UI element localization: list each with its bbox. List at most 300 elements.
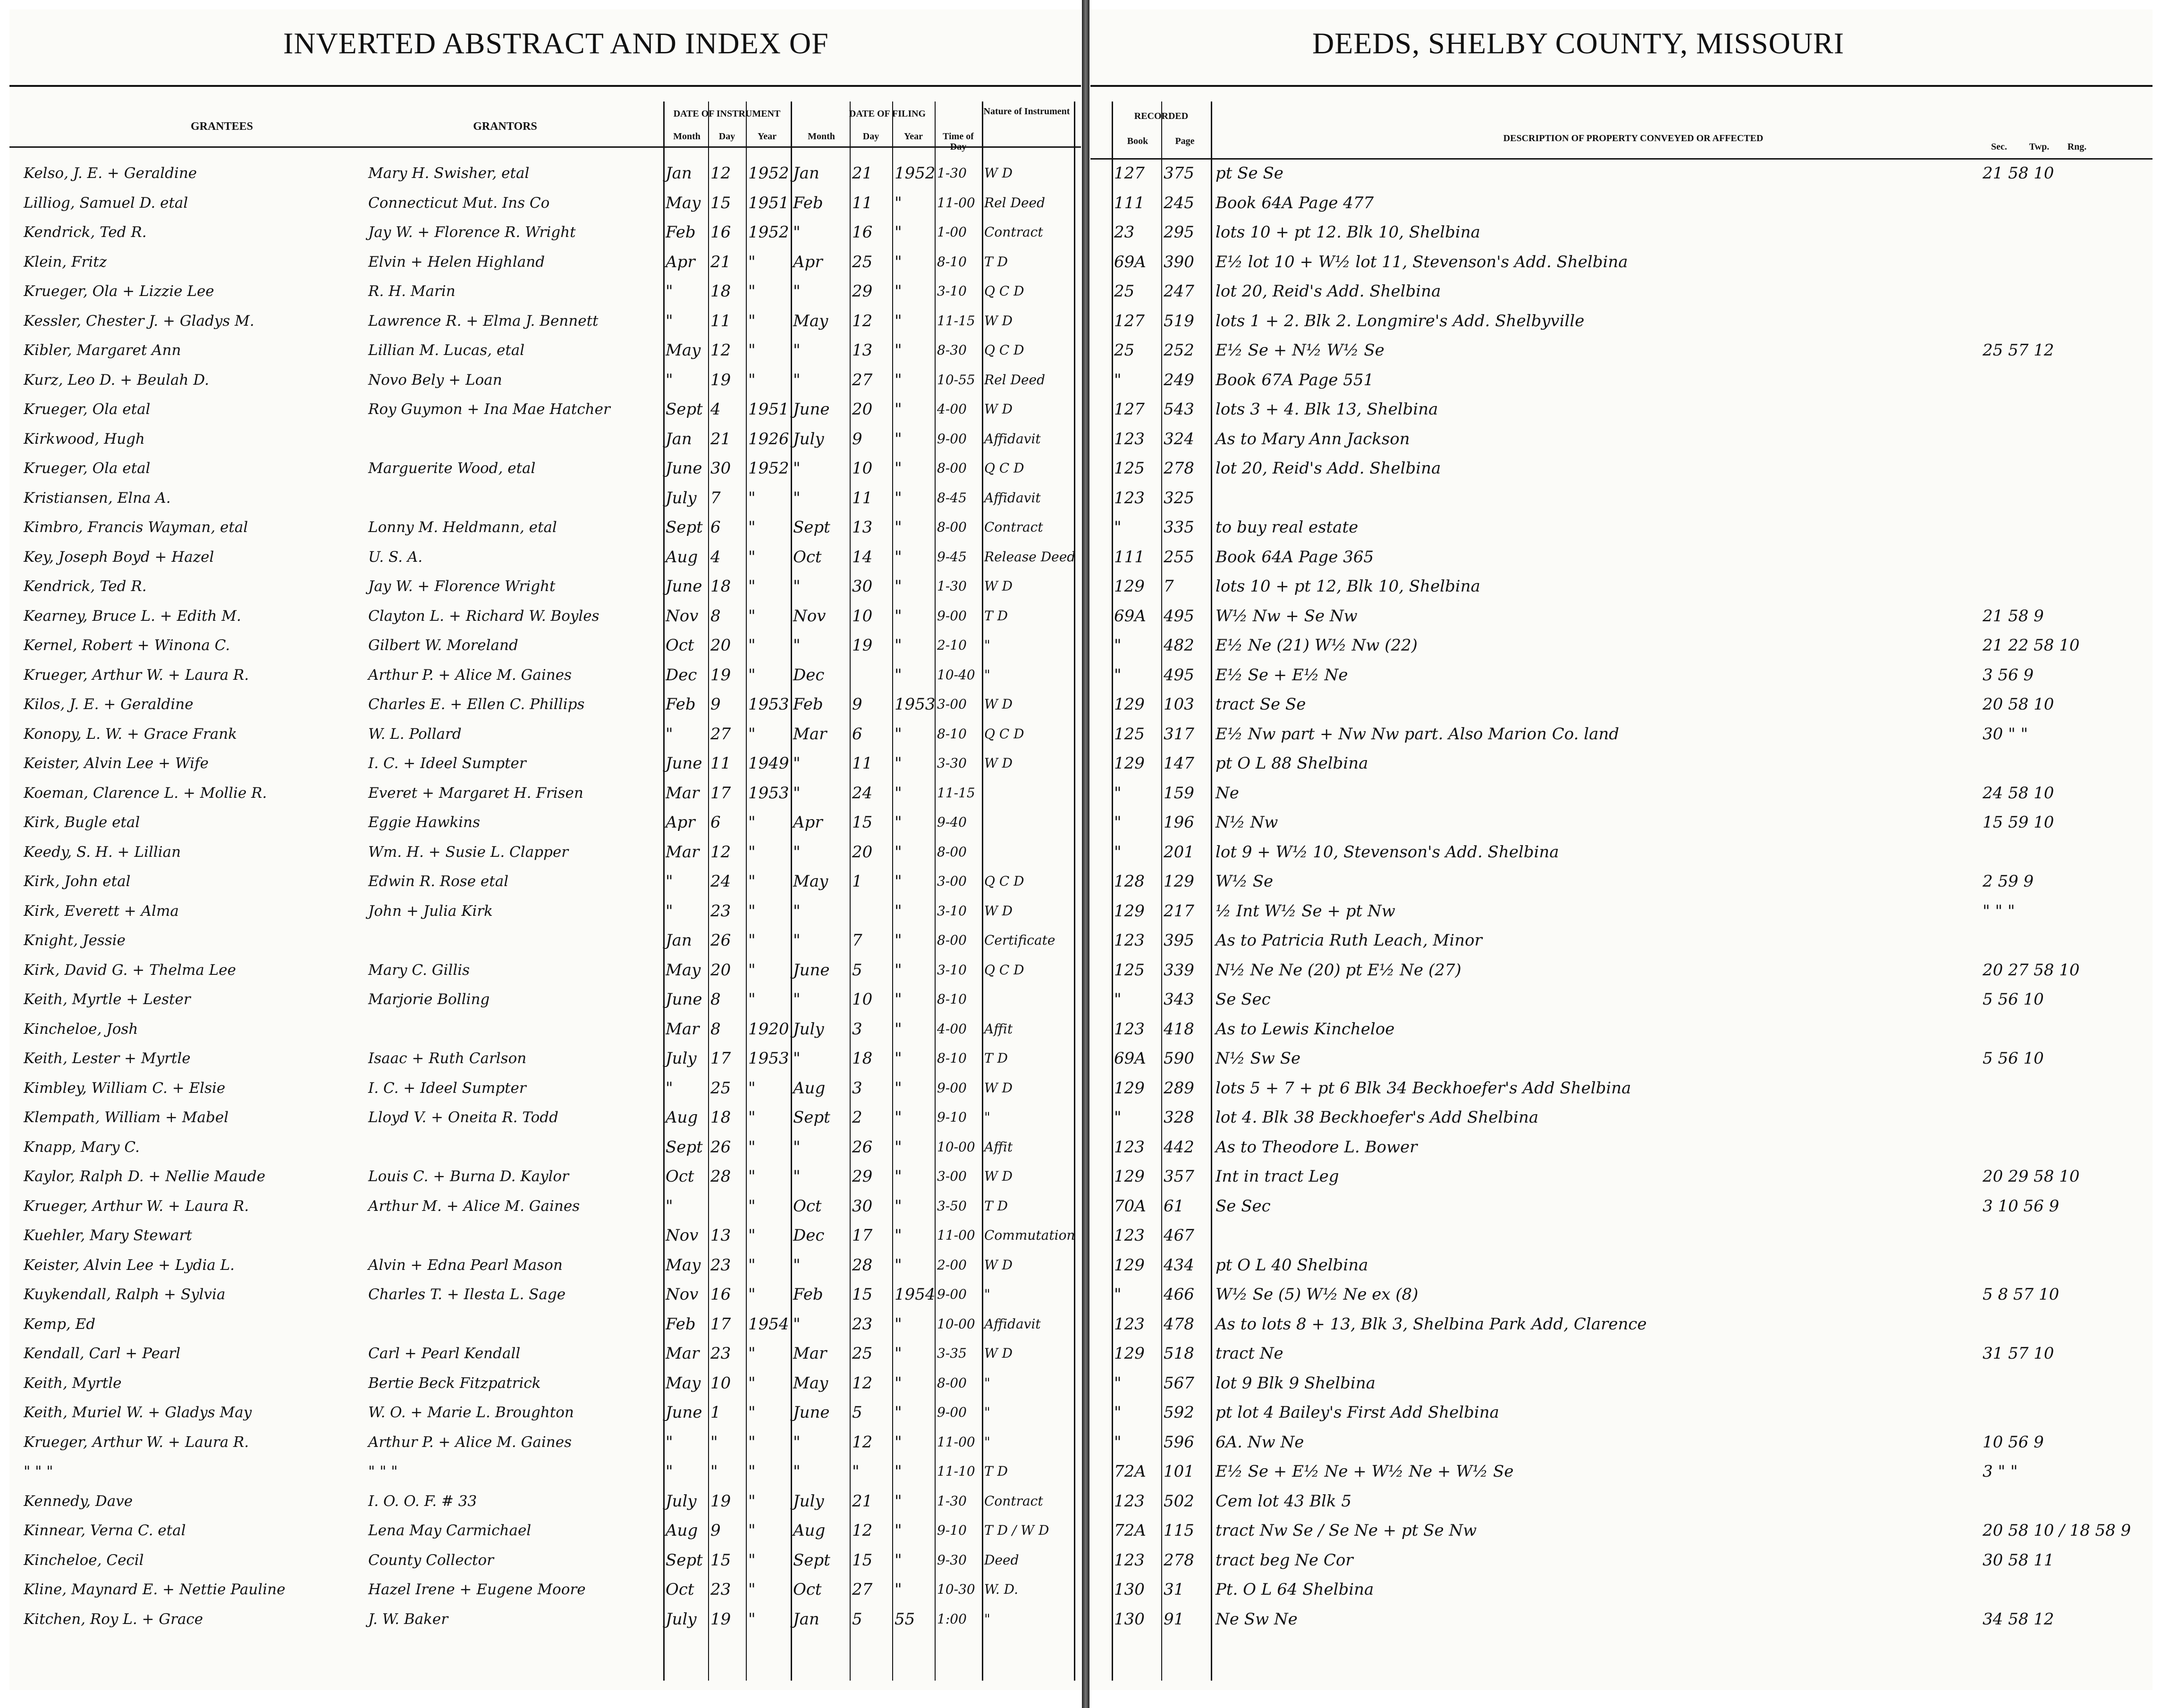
filing-day-cell: 9 xyxy=(852,695,862,714)
filing-day-cell: 2 xyxy=(852,1108,862,1127)
left-entry-row xyxy=(9,222,1081,243)
description-cell: tract Ne xyxy=(1216,1344,1283,1363)
left-entry-row xyxy=(9,1314,1081,1335)
description-cell: lots 10 + pt 12. Blk 10, Shelbina xyxy=(1216,223,1480,242)
page-cell: 147 xyxy=(1164,754,1194,773)
nature-cell: Q C D xyxy=(984,342,1024,358)
instrument-year-cell: 1949 xyxy=(748,754,789,773)
book-cell: 127 xyxy=(1114,400,1145,419)
page-cell: 31 xyxy=(1164,1580,1184,1599)
right-entry-row xyxy=(1090,842,2153,862)
filing-month-cell: July xyxy=(793,1019,824,1039)
right-entry-row xyxy=(1090,1166,2153,1187)
nature-cell: Deed xyxy=(984,1552,1019,1568)
filing-year-cell: " xyxy=(895,1521,902,1540)
grantee-cell: Kurz, Leo D. + Beulah D. xyxy=(24,371,209,389)
right-entry-row xyxy=(1090,1609,2153,1630)
filing-day-cell: 1 xyxy=(852,872,862,891)
grantor-cell: Lillian M. Lucas, etal xyxy=(368,342,525,359)
right-entry-row xyxy=(1090,1579,2153,1600)
book-cell: " xyxy=(1114,1432,1122,1452)
instrument-day-cell: 20 xyxy=(710,960,731,980)
filing-month-cell: Feb xyxy=(793,193,823,212)
instrument-day-cell: 6 xyxy=(710,813,721,832)
right-entry-row xyxy=(1090,783,2153,803)
book-cell: " xyxy=(1114,636,1122,655)
right-entry-row xyxy=(1090,281,2153,302)
right-entry-row xyxy=(1090,517,2153,538)
page-cell: 252 xyxy=(1164,341,1194,360)
nature-cell: W D xyxy=(984,903,1013,919)
description-cell: to buy real estate xyxy=(1216,518,1359,537)
description-cell: lots 5 + 7 + pt 6 Blk 34 Beckhoefer's Add Shelbina xyxy=(1216,1078,1631,1098)
instrument-month-cell: Sept xyxy=(666,1137,703,1157)
filing-year-cell: " xyxy=(895,223,902,242)
nature-cell: " xyxy=(984,637,990,653)
instrument-month-cell: Nov xyxy=(666,606,699,626)
filing-time-cell: 11-15 xyxy=(937,313,975,329)
page-cell: 596 xyxy=(1164,1432,1194,1452)
right-entry-row xyxy=(1090,340,2153,361)
grantee-cell: Krueger, Ola etal xyxy=(24,460,151,477)
book-cell: " xyxy=(1114,842,1122,862)
right-entry-row xyxy=(1090,458,2153,479)
filing-month-cell: Oct xyxy=(793,1580,822,1599)
filing-day-cell: 11 xyxy=(852,488,873,507)
filing-year-cell: " xyxy=(895,370,902,389)
instrument-day-cell: 21 xyxy=(710,429,731,448)
left-entry-row xyxy=(9,1491,1081,1512)
grantee-cell: Keister, Alvin Lee + Wife xyxy=(24,755,209,772)
instrument-year-cell: " xyxy=(748,341,756,360)
instrument-month-cell: Mar xyxy=(666,842,700,862)
nature-cell: T D xyxy=(984,1463,1008,1479)
right-ledger-page xyxy=(1090,9,2153,1690)
left-entry-row xyxy=(9,1343,1081,1364)
filing-day-cell: 25 xyxy=(852,252,873,271)
header-bottom-rule xyxy=(9,146,1081,148)
filing-month-cell: " xyxy=(793,1049,801,1068)
filing-day-cell: 10 xyxy=(852,459,873,478)
left-ledger-page xyxy=(9,9,1081,1690)
filing-year-cell: " xyxy=(895,1167,902,1186)
description-cell: N½ Ne Ne (20) pt E½ Ne (27) xyxy=(1216,960,1461,980)
filing-time-cell: 1-30 xyxy=(937,578,967,594)
left-entry-row xyxy=(9,458,1081,479)
instrument-year-cell: " xyxy=(748,1403,756,1422)
grantor-cell: Elvin + Helen Highland xyxy=(368,253,545,271)
twp-header: Twp. xyxy=(2029,142,2050,152)
description-header: DESCRIPTION OF PROPERTY CONVEYED OR AFFECTED xyxy=(1503,133,1764,144)
book-cell: 125 xyxy=(1114,459,1145,478)
right-entry-row xyxy=(1090,311,2153,331)
rng-header: Rng. xyxy=(2067,142,2087,152)
right-entry-row xyxy=(1090,812,2153,833)
nature-cell: Affit xyxy=(984,1139,1013,1155)
grantor-cell: Arthur P. + Alice M. Gaines xyxy=(368,666,572,684)
instrument-day-cell: 25 xyxy=(710,1078,731,1098)
grantee-cell: Krueger, Ola + Lizzie Lee xyxy=(24,283,214,300)
filing-day-cell: 21 xyxy=(852,164,873,183)
filing-year-cell: " xyxy=(895,193,902,212)
instrument-year-cell: " xyxy=(748,370,756,389)
grantee-cell: Kirk, Bugle etal xyxy=(24,814,140,831)
filing-day-cell: 3 xyxy=(852,1078,862,1098)
instrument-day-cell: 18 xyxy=(710,1108,731,1127)
filing-time-cell: 9-00 xyxy=(937,1286,967,1302)
instrument-year-cell: 1926 xyxy=(748,429,789,448)
grantor-cell: Jay W. + Florence R. Wright xyxy=(368,224,576,241)
instrument-month-cell: Sept xyxy=(666,518,703,537)
grantor-cell: R. H. Marin xyxy=(368,283,456,300)
instrument-year-cell: " xyxy=(748,1226,756,1245)
filing-month-cell: " xyxy=(793,636,801,655)
filing-year-cell: " xyxy=(895,960,902,980)
book-cell: 72A xyxy=(1114,1462,1146,1481)
right-entry-row xyxy=(1090,871,2153,892)
description-cell: lot 9 + W½ 10, Stevenson's Add. Shelbina xyxy=(1216,842,1559,862)
nature-cell: Certificate xyxy=(984,932,1055,948)
grantor-cell: Bertie Beck Fitzpatrick xyxy=(368,1374,541,1392)
sec-twp-rng-cell: 20 29 58 10 xyxy=(1983,1167,2080,1186)
description-cell: Book 64A Page 477 xyxy=(1216,193,1374,212)
filing-day-cell: 7 xyxy=(852,931,862,950)
filing-month-cell: July xyxy=(793,1491,824,1511)
instrument-year-cell: " xyxy=(748,1580,756,1599)
instrument-day-cell: 19 xyxy=(710,1609,731,1629)
filing-year-cell: " xyxy=(895,842,902,862)
left-entry-row xyxy=(9,1373,1081,1394)
description-cell: Int in tract Leg xyxy=(1216,1167,1339,1186)
grantor-cell: " " " xyxy=(368,1463,398,1480)
grantor-cell: John + Julia Kirk xyxy=(368,902,493,920)
right-entry-row xyxy=(1090,1048,2153,1069)
filing-month-cell: Feb xyxy=(793,695,823,714)
nature-cell: T D xyxy=(984,1198,1008,1214)
instrument-day-cell: 27 xyxy=(710,724,731,744)
nature-cell: Q C D xyxy=(984,460,1024,476)
filing-month-cell: Apr xyxy=(793,252,823,271)
filing-day-cell: 14 xyxy=(852,547,873,567)
nature-cell: W D xyxy=(984,578,1013,594)
book-cell: 111 xyxy=(1114,193,1145,212)
nature-cell: " xyxy=(984,1109,990,1125)
instrument-month-cell: Mar xyxy=(666,783,700,803)
page-cell: 101 xyxy=(1164,1462,1194,1481)
filing-month-cell: Sept xyxy=(793,1550,830,1570)
filing-day-cell: 13 xyxy=(852,341,873,360)
sec-twp-rng-cell: 21 22 58 10 xyxy=(1983,636,2080,655)
left-entry-row xyxy=(9,252,1081,272)
filing-year-cell: " xyxy=(895,341,902,360)
page-cell: 61 xyxy=(1164,1196,1184,1216)
instrument-year-cell: " xyxy=(748,1167,756,1186)
nature-cell: Rel Deed xyxy=(984,372,1046,388)
filing-month-cell: June xyxy=(793,1403,830,1422)
nature-cell: " xyxy=(984,1286,990,1302)
instrument-year-cell: " xyxy=(748,1285,756,1304)
book-header: Book xyxy=(1127,136,1148,146)
filing-year-cell: " xyxy=(895,252,902,271)
left-entry-row xyxy=(9,340,1081,361)
page-header: Page xyxy=(1175,136,1195,146)
filing-year-cell: " xyxy=(895,1314,902,1334)
filing-day-cell: 6 xyxy=(852,724,862,744)
book-cell: 129 xyxy=(1114,695,1145,714)
page-cell: 249 xyxy=(1164,370,1194,389)
filing-month-cell: Dec xyxy=(793,665,825,685)
grantee-cell: Kristiansen, Elna A. xyxy=(24,489,171,507)
filing-year-cell: " xyxy=(895,1137,902,1157)
sec-twp-rng-cell: 20 58 10 xyxy=(1983,695,2054,714)
nature-cell: W D xyxy=(984,401,1013,417)
grantor-cell: Arthur P. + Alice M. Gaines xyxy=(368,1433,572,1451)
grantee-cell: Kibler, Margaret Ann xyxy=(24,342,181,359)
instrument-year-cell: " xyxy=(748,636,756,655)
instrument-month-cell: May xyxy=(666,960,701,980)
filing-time-cell: 2-10 xyxy=(937,637,967,653)
nature-cell: Contract xyxy=(984,224,1043,240)
left-entry-row xyxy=(9,547,1081,567)
nature-cell: Commutation xyxy=(984,1227,1075,1243)
sec-twp-rng-cell: 30 58 11 xyxy=(1983,1550,2054,1570)
nature-cell: Release Deed xyxy=(984,549,1076,565)
right-entry-row xyxy=(1090,222,2153,243)
description-cell: E½ lot 10 + W½ lot 11, Stevenson's Add. Shelbina xyxy=(1216,252,1628,271)
nature-cell: W D xyxy=(984,1080,1013,1096)
filing-year-cell: " xyxy=(895,754,902,773)
filing-time-cell: 9-00 xyxy=(937,1080,967,1096)
instrument-year-cell: " xyxy=(748,1196,756,1216)
left-entry-row xyxy=(9,901,1081,922)
grantor-cell: Lena May Carmichael xyxy=(368,1522,532,1539)
instrument-year-cell: " xyxy=(748,1491,756,1511)
left-entry-row xyxy=(9,429,1081,449)
filing-day-cell: 5 xyxy=(852,1609,862,1629)
nature-cell: T D / W D xyxy=(984,1522,1049,1538)
grantor-cell: Lloyd V. + Oneita R. Todd xyxy=(368,1109,558,1126)
instrument-day-cell: 8 xyxy=(710,1019,721,1039)
description-cell: Ne xyxy=(1216,783,1239,803)
grantor-cell: Alvin + Edna Pearl Mason xyxy=(368,1256,563,1274)
book-cell: 69A xyxy=(1114,1049,1146,1068)
filing-month-cell: " xyxy=(793,577,801,596)
instrument-day-cell: 4 xyxy=(710,400,721,419)
filing-month-cell: Mar xyxy=(793,724,827,744)
right-entry-row xyxy=(1090,576,2153,597)
instrument-month-cell: May xyxy=(666,1373,701,1393)
grantee-cell: Key, Joseph Boyd + Hazel xyxy=(24,548,214,566)
sec-twp-rng-cell: 25 57 12 xyxy=(1983,341,2054,360)
fil-month-header: Month xyxy=(808,131,835,142)
left-entry-row xyxy=(9,930,1081,951)
grantor-cell: Louis C. + Burna D. Kaylor xyxy=(368,1168,569,1185)
instrument-year-cell: " xyxy=(748,282,756,301)
filing-month-cell: " xyxy=(793,341,801,360)
filing-time-cell: 4-00 xyxy=(937,1021,967,1037)
right-entry-row xyxy=(1090,1107,2153,1128)
instrument-day-cell: 8 xyxy=(710,990,721,1009)
page-cell: 255 xyxy=(1164,547,1194,567)
instrument-year-cell: " xyxy=(748,1108,756,1127)
left-entry-row xyxy=(9,1550,1081,1571)
instrument-day-cell: 16 xyxy=(710,1285,731,1304)
filing-day-cell: 15 xyxy=(852,1550,873,1570)
right-entry-row xyxy=(1090,1520,2153,1541)
page-cell: 339 xyxy=(1164,960,1194,980)
instrument-day-cell: 9 xyxy=(710,695,721,714)
grantee-cell: Klein, Fritz xyxy=(24,253,107,271)
description-cell: lot 20, Reid's Add. Shelbina xyxy=(1216,282,1441,301)
grantee-cell: Kemp, Ed xyxy=(24,1315,96,1333)
inst-year-header: Year xyxy=(758,131,777,142)
filing-month-cell: " xyxy=(793,1255,801,1275)
instrument-day-cell: " xyxy=(710,1432,718,1452)
left-entry-row xyxy=(9,1579,1081,1600)
filing-year-cell: " xyxy=(895,547,902,567)
grantee-cell: Kendall, Carl + Pearl xyxy=(24,1345,181,1362)
book-cell: 123 xyxy=(1114,1019,1145,1039)
fil-year-header: Year xyxy=(904,131,923,142)
filing-day-cell: 5 xyxy=(852,960,862,980)
filing-time-cell: 3-00 xyxy=(937,696,967,712)
description-cell: pt O L 88 Shelbina xyxy=(1216,754,1368,773)
filing-year-cell: " xyxy=(895,1491,902,1511)
book-cell: 130 xyxy=(1114,1609,1145,1629)
grantee-cell: Krueger, Ola etal xyxy=(24,401,151,418)
left-entry-row xyxy=(9,1137,1081,1158)
instrument-month-cell: Sept xyxy=(666,400,703,419)
page-cell: 543 xyxy=(1164,400,1194,419)
filing-year-cell: " xyxy=(895,518,902,537)
instrument-day-cell: 26 xyxy=(710,1137,731,1157)
filing-year-cell: " xyxy=(895,311,902,330)
instrument-day-cell: 10 xyxy=(710,1373,731,1393)
page-cell: 590 xyxy=(1164,1049,1194,1068)
filing-month-cell: May xyxy=(793,872,828,891)
grantee-cell: Konopy, L. W. + Grace Frank xyxy=(24,725,237,743)
filing-day-cell: 19 xyxy=(852,636,873,655)
filing-month-cell: Apr xyxy=(793,813,823,832)
sec-twp-rng-cell: 31 57 10 xyxy=(1983,1344,2054,1363)
right-entry-row xyxy=(1090,606,2153,626)
description-cell: lots 3 + 4. Blk 13, Shelbina xyxy=(1216,400,1438,419)
grantee-cell: " " " xyxy=(24,1463,53,1480)
sec-twp-rng-cell: 10 56 9 xyxy=(1983,1432,2044,1452)
left-entry-row xyxy=(9,1107,1081,1128)
filing-time-cell: 9-10 xyxy=(937,1109,967,1125)
grantee-cell: Kelso, J. E. + Geraldine xyxy=(24,165,197,182)
instrument-day-cell: 17 xyxy=(710,1314,731,1334)
page-cell: 395 xyxy=(1164,931,1194,950)
book-cell: 123 xyxy=(1114,931,1145,950)
instrument-month-cell: " xyxy=(666,1432,673,1452)
filing-month-cell: " xyxy=(793,1137,801,1157)
page-cell: 442 xyxy=(1164,1137,1194,1157)
filing-month-cell: Dec xyxy=(793,1226,825,1245)
filing-year-cell: " xyxy=(895,1580,902,1599)
instrument-year-cell: " xyxy=(748,724,756,744)
description-cell: E½ Se + N½ W½ Se xyxy=(1216,341,1384,360)
filing-month-cell: " xyxy=(793,370,801,389)
nature-cell: " xyxy=(984,1434,990,1450)
right-entry-row xyxy=(1090,1314,2153,1335)
filing-time-cell: 11-00 xyxy=(937,194,975,211)
instrument-day-cell: 18 xyxy=(710,577,731,596)
filing-year-cell: " xyxy=(895,1019,902,1039)
instrument-month-cell: Jan xyxy=(666,164,692,183)
filing-year-cell: " xyxy=(895,872,902,891)
left-entry-row xyxy=(9,665,1081,685)
instrument-day-cell: 26 xyxy=(710,931,731,950)
description-cell: pt lot 4 Bailey's First Add Shelbina xyxy=(1216,1403,1499,1422)
left-entry-row xyxy=(9,960,1081,981)
instrument-month-cell: Mar xyxy=(666,1344,700,1363)
instrument-year-cell: 1953 xyxy=(748,1049,789,1068)
instrument-day-cell: 12 xyxy=(710,164,731,183)
instrument-year-cell: " xyxy=(748,842,756,862)
nature-cell: Affidavit xyxy=(984,490,1041,506)
instrument-year-cell: " xyxy=(748,488,756,507)
instrument-month-cell: Dec xyxy=(666,665,697,685)
left-entry-row xyxy=(9,1196,1081,1217)
filing-day-cell: 17 xyxy=(852,1226,873,1245)
nature-cell: W D xyxy=(984,1257,1013,1273)
left-entry-row xyxy=(9,753,1081,774)
filing-day-cell: 30 xyxy=(852,1196,873,1216)
grantor-cell: Isaac + Ruth Carlson xyxy=(368,1050,527,1067)
filing-time-cell: 8-45 xyxy=(937,490,967,506)
instrument-day-cell: 18 xyxy=(710,282,731,301)
left-entry-row xyxy=(9,724,1081,744)
book-cell: 123 xyxy=(1114,429,1145,448)
book-cell: 111 xyxy=(1114,547,1145,567)
grantee-cell: Knapp, Mary C. xyxy=(24,1138,140,1156)
grantee-cell: Kendrick, Ted R. xyxy=(24,578,147,595)
right-entry-row xyxy=(1090,1491,2153,1512)
right-entry-row xyxy=(1090,1402,2153,1423)
description-cell: W½ Se xyxy=(1216,872,1274,891)
filing-day-cell: 27 xyxy=(852,1580,873,1599)
sec-twp-rng-cell: 5 56 10 xyxy=(1983,990,2044,1009)
grantee-cell: Keith, Myrtle xyxy=(24,1374,122,1392)
instrument-year-cell: 1952 xyxy=(748,459,789,478)
header-top-rule xyxy=(1090,85,2153,87)
instrument-year-cell: " xyxy=(748,252,756,271)
filing-month-cell: Mar xyxy=(793,1344,827,1363)
filing-day-cell: 16 xyxy=(852,223,873,242)
right-entry-row xyxy=(1090,1343,2153,1364)
instrument-year-cell: " xyxy=(748,1521,756,1540)
instrument-month-cell: June xyxy=(666,754,702,773)
grantor-cell: Novo Bely + Loan xyxy=(368,371,502,389)
left-entry-row xyxy=(9,281,1081,302)
filing-month-cell: May xyxy=(793,1373,828,1393)
inst-month-header: Month xyxy=(673,131,701,142)
filing-year-cell: " xyxy=(895,783,902,803)
instrument-year-cell: " xyxy=(748,606,756,626)
filing-year-cell: " xyxy=(895,901,902,921)
grantor-cell: County Collector xyxy=(368,1551,494,1569)
instrument-month-cell: May xyxy=(666,341,701,360)
grantor-cell: Roy Guymon + Ina Mae Hatcher xyxy=(368,401,610,418)
nature-cell: Contract xyxy=(984,1493,1043,1509)
book-cell: 72A xyxy=(1114,1521,1146,1540)
filing-year-cell: 55 xyxy=(895,1609,915,1629)
filing-day-cell: 11 xyxy=(852,754,873,773)
book-cell: 129 xyxy=(1114,901,1145,921)
grantee-cell: Kline, Maynard E. + Nettie Pauline xyxy=(24,1581,286,1598)
